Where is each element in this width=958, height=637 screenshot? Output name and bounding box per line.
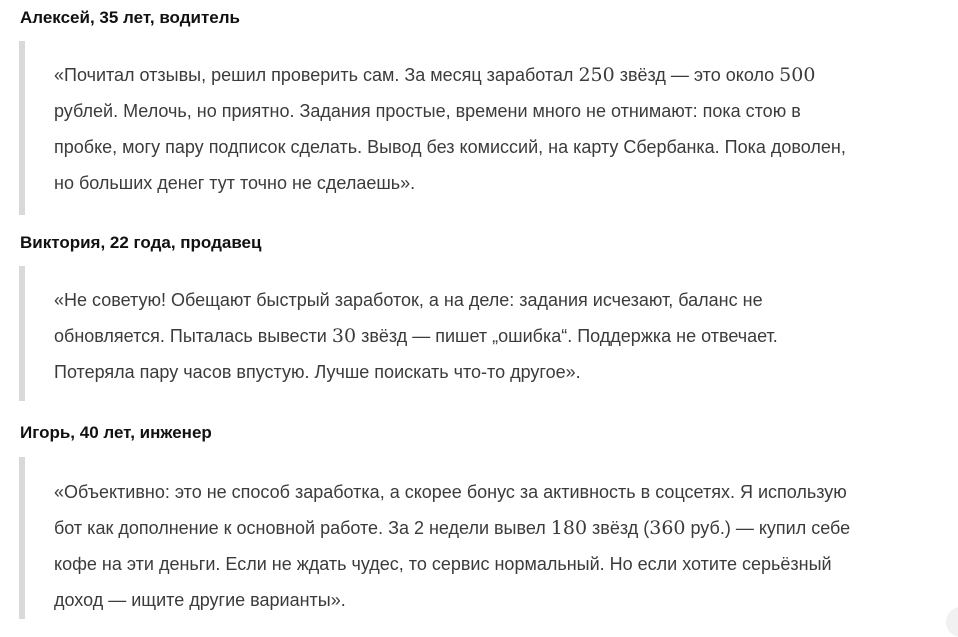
review-text-fragment: бот как дополнение к основной работе. За 2 недели вывел (54, 518, 551, 538)
review-number: 500 (779, 64, 816, 86)
review-text-line (54, 318, 949, 354)
review-author: Виктория, 22 года, продавец (20, 233, 262, 252)
review-text-fragment: обновляется. Пыталась вывести (54, 326, 332, 346)
review-number: 30 (331, 325, 357, 347)
review-quote (19, 41, 949, 215)
review-quote (19, 457, 949, 619)
review-text (25, 457, 949, 618)
review-text-fragment: пробке, могу пару подписок сделать. Вывод без комиссий, на карту Сбербанка. Пока доволен, (54, 137, 846, 157)
review-number: 250 (578, 64, 615, 86)
review-text-fragment: «Почитал отзывы, решил проверить сам. За месяц заработал (54, 65, 579, 85)
review-text-fragment: доход — ищите другие варианты». (54, 590, 346, 610)
review-text-fragment: кофе на эти деньги. Если не ждать чудес, то сервис нормальный. Но если хотите серьёзный (54, 554, 832, 574)
review-text-line (54, 41, 949, 93)
review-author: Игорь, 40 лет, инженер (20, 423, 212, 442)
review-author: Алексей, 35 лет, водитель (20, 8, 240, 27)
review-text-fragment: звёзд — это около (614, 65, 780, 85)
review-text-line (54, 165, 949, 201)
review-text-fragment: «Объективно: это не способ заработка, а скорее бонус за активность в соцсетях. Я использую (54, 482, 847, 502)
review-text-line (54, 129, 949, 165)
review-text-fragment: рублей. Мелочь, но приятно. Задания простые, времени много не отнимают: пока стою в (54, 101, 801, 121)
review-text-line (54, 582, 949, 618)
review-text-line (54, 546, 949, 582)
review-text-line (54, 93, 949, 129)
review-number: 180 (550, 517, 588, 539)
review-text-fragment: «Не советую! Обещают быстрый заработок, а на деле: задания исчезают, баланс не (54, 290, 763, 310)
review-text-line (54, 510, 949, 546)
review-text-line (54, 457, 949, 510)
review-text-fragment: Потеряла пару часов впустую. Лучше поискать что-то другое». (54, 362, 581, 382)
review-text-fragment: звёзд — пишет „ошибка“. Поддержка не отвечает. (356, 326, 778, 346)
review-number: 360 (649, 517, 686, 539)
review-text-line (54, 266, 949, 318)
review-text-fragment: руб.) — купил себе (685, 518, 851, 538)
review-text (25, 266, 949, 390)
review-quote (19, 266, 949, 401)
review-text-line (54, 354, 949, 390)
review-text-fragment: но больших денег тут точно не сделаешь». (54, 173, 416, 193)
review-text (25, 41, 949, 201)
review-text-fragment: звёзд ( (587, 518, 650, 538)
